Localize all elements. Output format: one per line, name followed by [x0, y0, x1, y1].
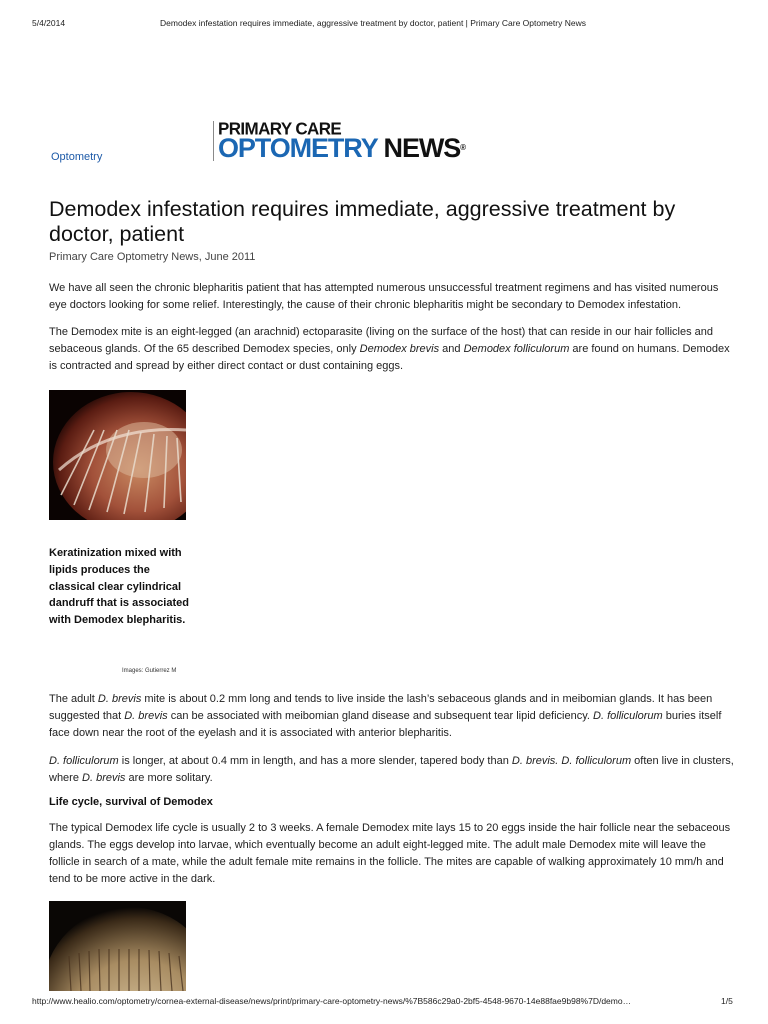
paragraph-3: The adult D. brevis mite is about 0.2 mm long and tends to live inside the lash’s sebaceous glands and in meibomian glands. It has been suggested that D. brevis can be associated with meibomian gland disease and subsequent tear lipid deficiency. D. folliculorum buries itself face down near the root of the eyelash and it is associated with anterior blepharitis.: [49, 693, 722, 739]
logo-registered-mark: ®: [460, 143, 467, 152]
print-footer-page-number: 1/5: [721, 996, 733, 1006]
paragraph-4: D. folliculorum is longer, at about 0.4 mm in length, and has a more slender, tapered body than D. brevis. D. folliculorum often live in clusters, where D. brevis are more solitary.: [49, 755, 734, 784]
paragraph-2: The Demodex mite is an eight-legged (an arachnid) ectoparasite (living on the surface of the host) that can reside in our hair follicles and sebaceous glands. Of the 65 described Demodex species, only Demodex brevis and Demodex folliculorum are found on humans. Demodex is contracted and spread by either direct contact or dust containing eggs.: [49, 326, 730, 372]
logo-optometry: OPTOMETRY: [218, 133, 378, 163]
print-header-title: Demodex infestation requires immediate, aggressive treatment by doctor, patient | Primary Care Optometry News: [160, 18, 586, 28]
article-byline: Primary Care Optometry News, June 2011: [49, 251, 256, 263]
image-caption: Keratinization mixed with lipids produces the classical clear cylindrical dandruff that is associated with Demodex blepharitis.: [49, 547, 189, 627]
print-footer-url: http://www.healio.com/optometry/cornea-external-disease/news/print/primary-care-optometry-news/%7B586c29a0-2bf5-4548-9670-14e88fae9b98%7D/demo…: [32, 996, 632, 1006]
eyelash-follicle-photo: [49, 901, 186, 991]
print-header-date: 5/4/2014: [32, 18, 66, 28]
article-title: Demodex infestation requires immediate, aggressive treatment by doctor, patient: [49, 197, 676, 246]
section-link-optometry[interactable]: Optometry: [51, 151, 103, 163]
subhead-life-cycle: Life cycle, survival of Demodex: [49, 796, 213, 808]
paragraph-1: We have all seen the chronic blepharitis patient that has attempted numerous unsuccessful treatment regimens and has visited numerous eye doctors looking for some relief. Interestingly, the cause of their chronic blepharitis might be secondary to Demodex infestation.: [49, 282, 719, 311]
image-credit: Images: Gutierrez M: [122, 668, 177, 674]
logo-news: NEWS: [383, 133, 461, 163]
logo-line-1: PRIMARY CARE: [218, 118, 342, 139]
primary-care-optometry-news-logo[interactable]: [213, 118, 498, 163]
paragraph-5: The typical Demodex life cycle is usually 2 to 3 weeks. A female Demodex mite lays 15 to 20 eggs inside the hair follicle near the sebaceous glands. The eggs develop into larvae, which eventually become an adult eight-legged mite. The adult male Demodex mite will leave the follicle in search of a mate, while the adult female mite remains in the follicle. The mites are capable of walking approximately 10 mm/h and tend to be more active in the dark.: [49, 822, 731, 885]
logo-line-2: [218, 133, 498, 163]
eyelash-dandruff-photo: [49, 390, 186, 520]
